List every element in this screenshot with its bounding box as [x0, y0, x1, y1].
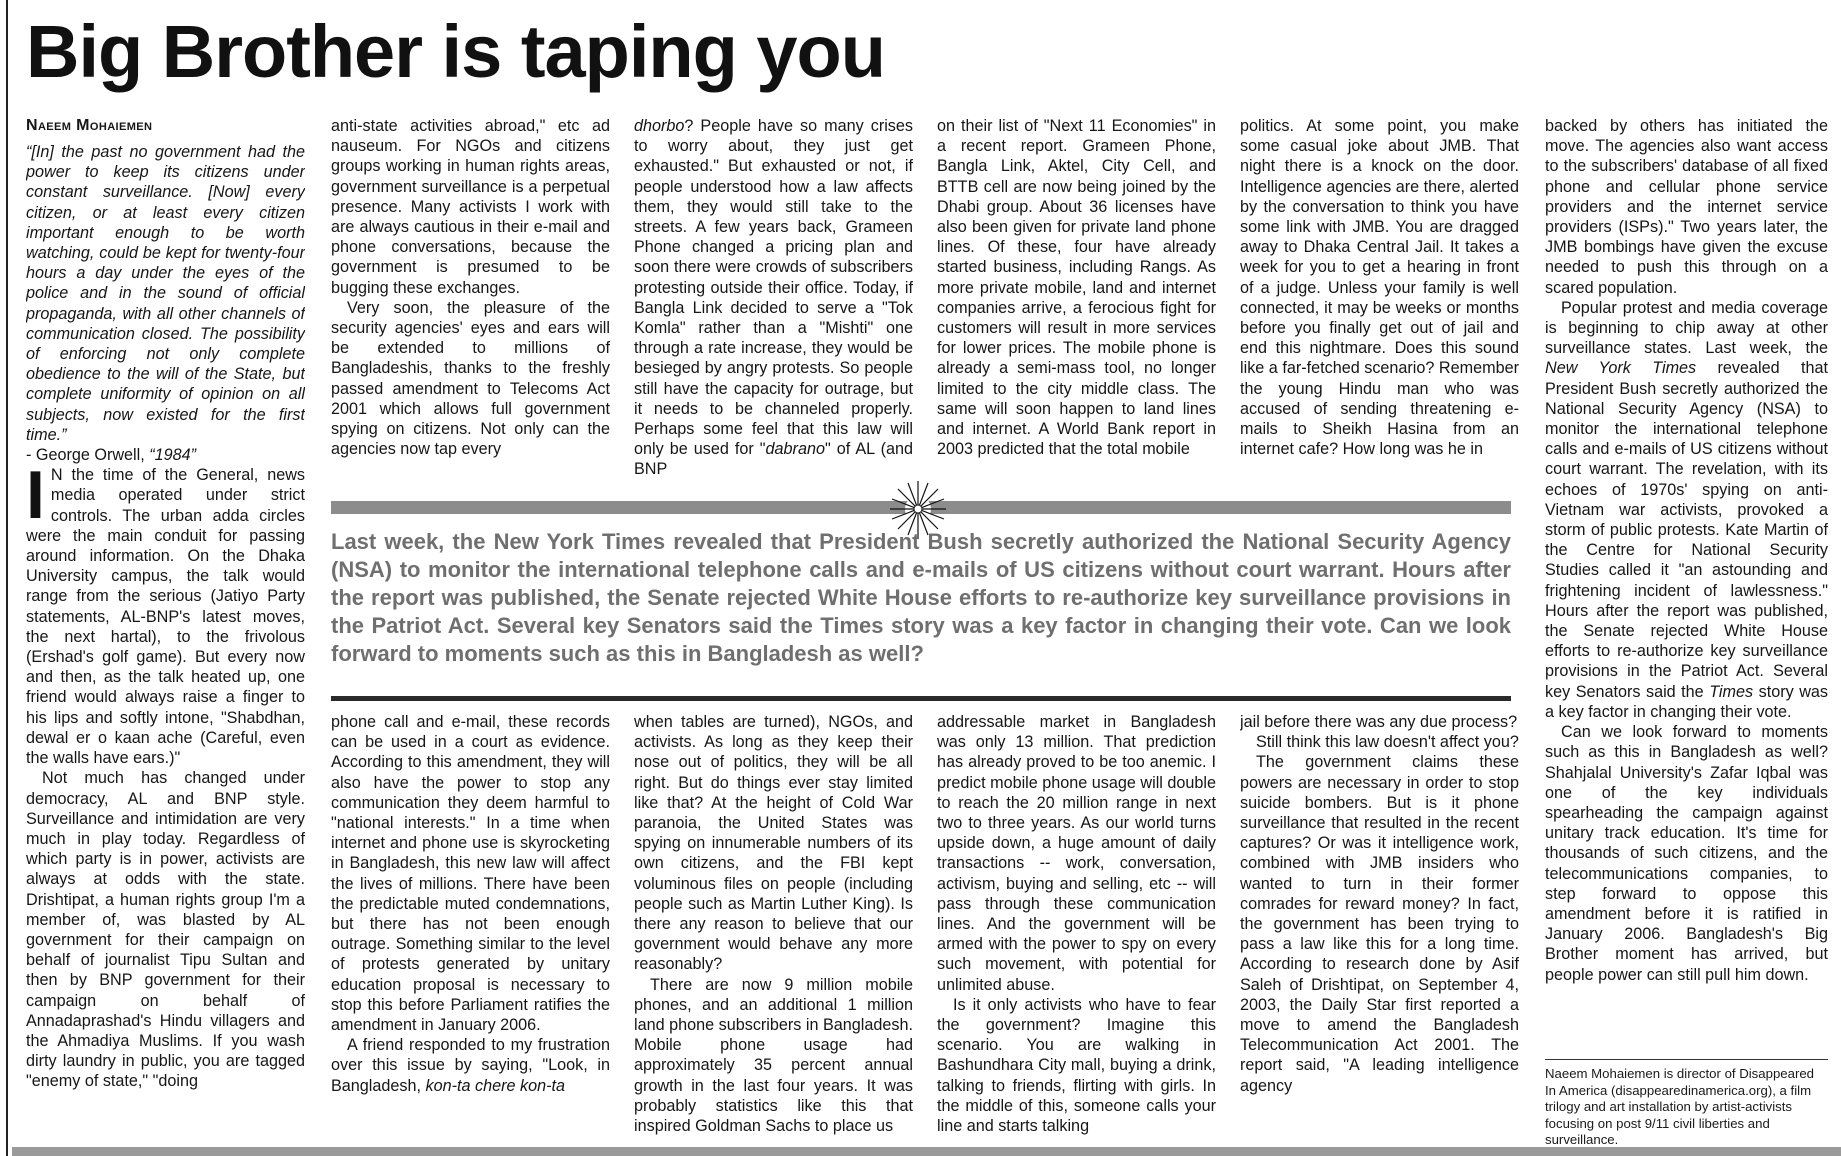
paragraph: when tables are turned), NGOs, and activists. As long as they keep their nose out of politics, they will be all right. But do things ever stay limited like that? At the height of Cold War paranoia, the United States was spying on innumerable numbers of its own citizens, and the FBI kept voluminous files on people (including people such as Martin Luther King). Is there any reason to believe that our government would behave any more reasonably? — [634, 713, 913, 974]
paragraph: Is it only activists who have to fear the government? Imagine this scenario. You are walking in Bashundhara City mall, buying a drink, talking to friends, flirting with girls. In the middle of this, someone calls your line and starts talking — [937, 995, 1216, 1136]
byline: Naeem Mohaiemen — [26, 117, 153, 134]
column-3-bottom — [634, 712, 913, 1140]
paragraph: Popular protest and media coverage is beginning to chip away at other surveillance states. Last week, the New York Times revealed that President Bush secretly authorized the National Security Agency (NSA) to monitor the international telephone calls and e-mails of US citizens without court warrant. The revelation, with its echoes of 1970s' spying on anti-Vietnam war activists, provoked a storm of public protests. Kate Martin of the Centre for National Security Studies called it "an astounding and frightening incident of lawlessness." Hours after the report was published, the Senate rejected White House efforts to re-authorize key surveillance provisions in the Patriot Act. Several key Senators said the Times story was a key factor in changing their vote. — [1545, 298, 1828, 721]
paragraph: jail before there was any due process? — [1240, 713, 1518, 731]
epigraph-attribution: - George Orwell, “1984” — [26, 446, 197, 465]
paragraph: There are now 9 million mobile phones, and an additional 1 million land phone subscribers in Bangladesh. Mobile phone usage had approximately 35 percent annual growth in the last four years. It was probably statistics like this that inspired Goldman Sachs to place us — [634, 975, 913, 1136]
paragraph: addressable market in Bangladesh was only 13 million. That prediction has already proved to be too anemic. I predict mobile phone usage will double to reach the 20 million range in next two to three years. As our world turns upside down, a huge amount of daily transactions -- work, conversation, activism, buying and selling, etc -- will pass through these communication lines. And the government will be armed with the power to spy on every such movement, with potential for unlimited abuse. — [937, 713, 1216, 994]
column-1 — [26, 116, 305, 1140]
column-4-top — [937, 116, 1216, 484]
drop-cap: I — [26, 457, 45, 534]
paragraph: A friend responded to my frustration over this issue by saying, "Look, in Bangladesh, kon-ta chere kon-ta — [331, 1036, 610, 1095]
paragraph: I N the time of the General, news media operated under strict controls. The urban adda circles were the main conduit for passing around information. On the Dhaka University campus, the talk would range from the serious (Jatiyo Party statements, AL-BNP's latest moves, the next hartal), to the frivolous (Ershad's golf game). But every now and then, as the talk heated up, one friend would always raise a finger to his lips and softly intone, "Shabdhan, dewal er o kaan ache (Careful, even the walls have ears.)" — [26, 457, 305, 768]
headline: Big Brother is taping you — [26, 10, 885, 93]
column-3-top — [634, 116, 913, 484]
paragraph: backed by others has initiated the move. The agencies also want access to the subscribers' database of all fixed phone and cellular phone service providers and the internet service providers (ISPs)." Two years later, the JMB bombings have given the excuse needed to push this through on a scared population. — [1545, 117, 1828, 297]
paragraph: phone call and e-mail, these records can be used in a court as evidence. According to this amendment, they will also have the power to stop any communication they deem harmful to "national interests." In a time when internet and phone use is skyrocketing in Bangladesh, this new law will affect the lives of millions. There have been the predictable muted condemnations, but there has not been enough outrage. Something similar to the level of protests generated by unitary education proposal is necessary to stop this before Parliament ratifies the amendment in January 2006. — [331, 713, 610, 1035]
paragraph: anti-state activities abroad," etc ad nauseum. For NGOs and citizens groups working in human rights areas, government surveillance is a perpetual presence. Many activists I work with are always cautious in their e-mail and phone conversations, because the government is presumed to be bugging these exchanges. — [331, 117, 610, 297]
left-margin-rule — [6, 0, 8, 1156]
paragraph: politics. At some point, you make some casual joke about JMB. That night there is a knock on the door. Intelligence agencies are there, alerted by the conversation to think you have some link with JMB. You are dragged away to Dhaka Central Jail. It takes a week for you to get a hearing in front of a judge. Unless your family is well connected, it may be weeks or months before you finally get out of jail and end this nightmare. Does this sound like a far-fetched scenario? Remember the young Hindu man who was accused of sending threatening e-mails to Sheikh Hasina from an internet cafe? How long was he in — [1240, 117, 1519, 459]
bottom-bar — [12, 1147, 1841, 1156]
pullquote-bottom-rule — [331, 696, 1511, 701]
epigraph-quote: “[In] the past no government had the power to keep its citizens under constant surveillance. [Now] every citizen, or at least every citizen important enough to be worth watching, could be kept for twenty-four hours a day under the eyes of the police and in the sound of official propaganda, with all other channels of communication closed. The possibility of enforcing not only complete obedience to the will of the State, but complete uniformity of opinion on all subjects, now existed for the first time.” — [26, 143, 305, 444]
paragraph: Can we look forward to moments such as this in Bangladesh as well? Shahjalal University's Zafar Iqbal was one of the key individuals spearheading the campaign against unitary track education. It's time for thousands of such citizens, and the telecommunications companies, to step forward to oppose this amendment before it is ratified in January 2006. Bangladesh's Big Brother moment has arrived, but people power can still pull him down. — [1545, 723, 1828, 984]
paragraph: Very soon, the pleasure of the security agencies' eyes and ears will be extended to millions of Bangladeshis, thanks to the freshly passed amendment to Telecoms Act 2001 which allows full government spying on citizens. Not only can the agencies now tap every — [331, 298, 610, 459]
paragraph: Not much has changed under democracy, AL and BNP style. Surveillance and intimidation are very much in play today. Regardless of which party is in power, activists are always at odds with the state. Drishtipat, a human rights group I'm a member of, was blasted by AL government for their campaign on behalf of journalist Tipu Sultan and then by BNP government for their campaign on behalf of Annadaprashad's Hindu villagers and the Ahmadiya Muslims. If you wash dirty laundry in public, you are tagged "enemy of state," "doing — [26, 769, 305, 1091]
author-bio-rule — [1545, 1059, 1828, 1060]
column-2-top — [331, 116, 610, 484]
pullquote: Last week, the New York Times revealed that President Bush secretly authorized the National Security Agency (NSA) to monitor the international telephone calls and e-mails of US citizens without court warrant. Hours after the report was published, the Senate rejected White House efforts to re-authorize key surveillance provisions in the Patriot Act. Several key Senators said the Times story was a key factor in changing their vote. Can we look forward to moments such as this in Bangladesh as well? — [331, 529, 1511, 666]
column-5-bottom — [1240, 712, 1519, 1140]
column-4-bottom — [937, 712, 1216, 1140]
paragraph: dhorbo? People have so many crises to worry about, they just get exhausted." But exhausted or not, if people understood how a law affects them, they would still take to the streets. A few years back, Grameen Phone changed a pricing plan and soon there were crowds of subscribers protesting outside their office. Today, if Bangla Link decided to serve a "Tok Komla" rather than a "Mishti" one through a rate increase, they would be besieged by angry protests. So people still have the capacity for outrage, but it needs to be channeled properly. Perhaps some feel that this law will only be used for "dabrano" of AL (and BNP — [634, 117, 913, 479]
column-6 — [1545, 116, 1828, 1054]
paragraph: on their list of "Next 11 Economies" in a recent report. Grameen Phone, Bangla Link, Aktel, City Cell, and BTTB cell are now being joined by the Dhabi group. About 36 licenses have also been given for private land phone lines. Of these, four have already started business, including Rangs. As more private mobile, land and internet companies arrive, a ferocious fight for customers will result in more services for lower prices. The mobile phone is already a semi-mass tool, no longer limited to the city middle class. The same will soon happen to land lines and internet. A World Bank report in 2003 predicted that the total mobile — [937, 117, 1216, 459]
paragraph: Still think this law doesn't affect you? — [1256, 733, 1519, 752]
column-2-bottom — [331, 712, 610, 1140]
paragraph: The government claims these powers are necessary in order to stop suicide bombers. But is it phone surveillance that resulted in the recent captures? Or was it intelligence work, combined with JMB insiders who wanted to turn in their former comrades for reward money? In fact, the government has been trying to pass a law like this for a long time. According to research done by Asif Saleh of Drishtipat, on September 4, 2003, the Daily Star first reported a move to amend the Bangladesh Telecommunication Act 2001. The report said, "A leading intelligence agency — [1240, 753, 1519, 1095]
column-5-top — [1240, 116, 1519, 484]
author-bio: Naeem Mohaiemen is director of Disappeared In America (disappearedinamerica.org), a film trilogy and art installation by artist-activists focusing on post 9/11 civil liberties and surveillance. — [1545, 1066, 1815, 1147]
